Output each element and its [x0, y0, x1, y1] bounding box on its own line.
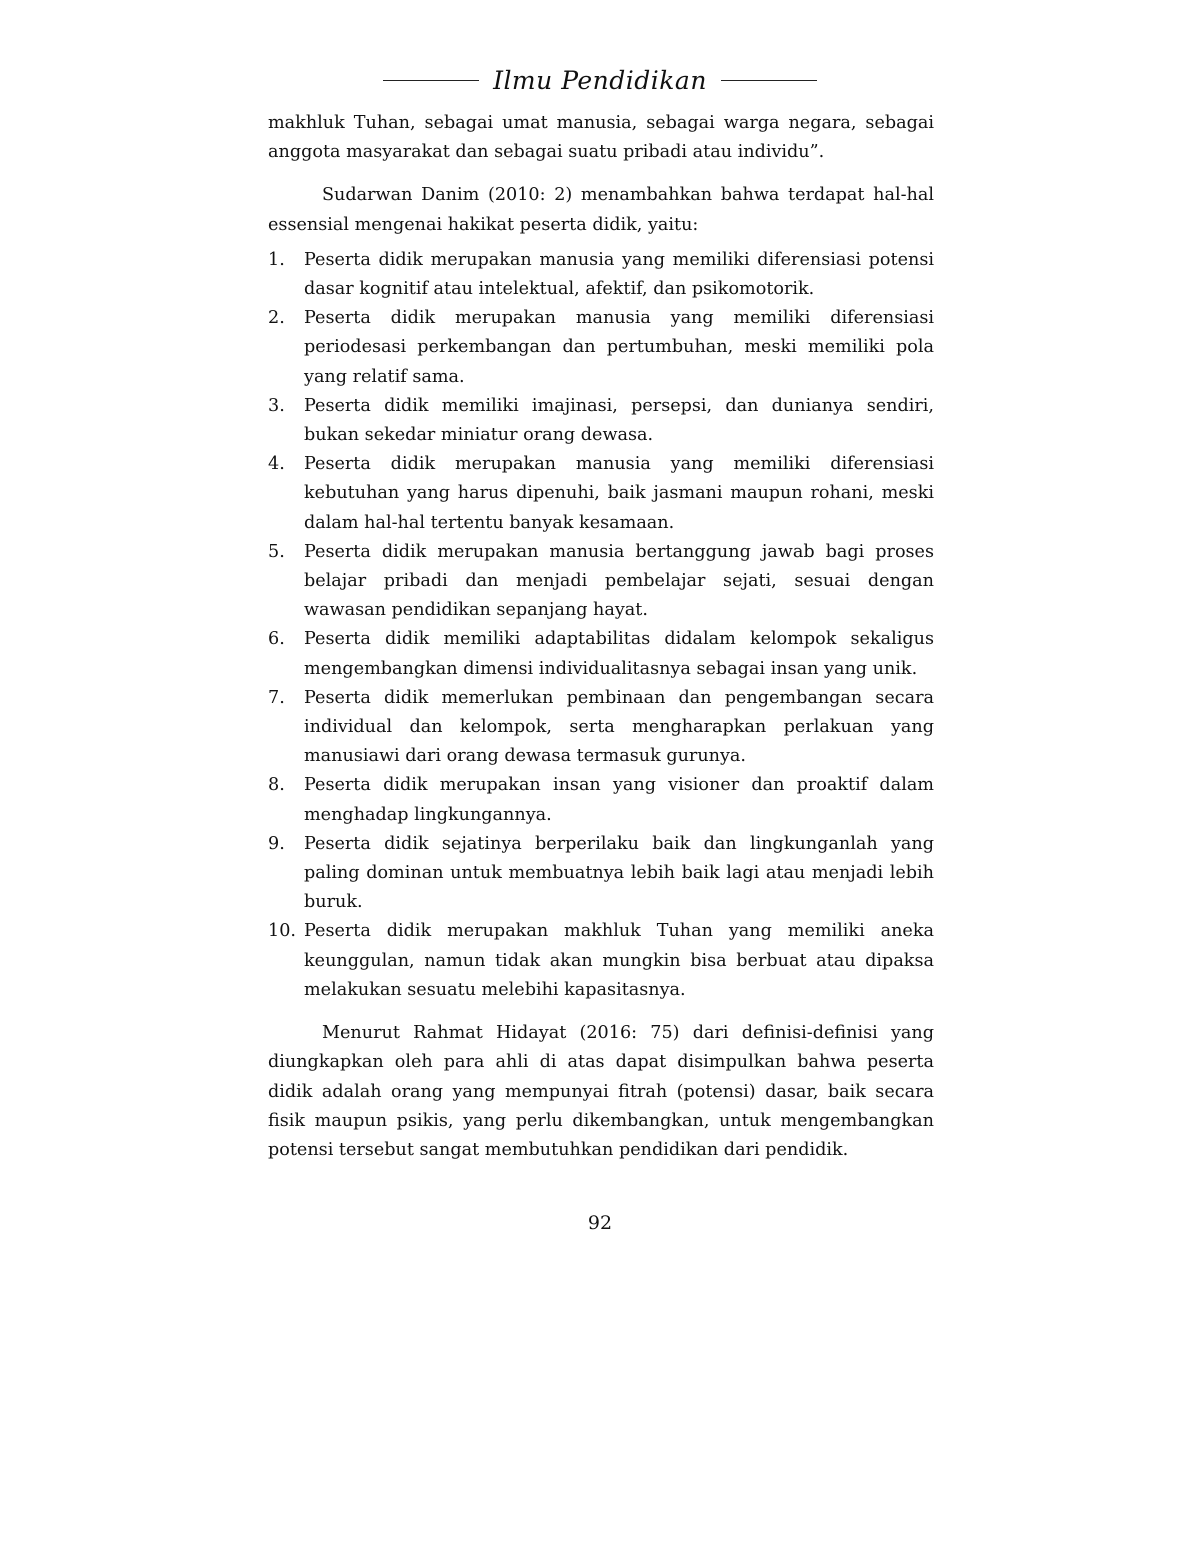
list-item-number: 7.: [268, 687, 285, 708]
list-item: [268, 684, 934, 772]
list-item-number: 6.: [268, 629, 285, 650]
list-item-number: 2.: [268, 308, 285, 329]
list-item-text: Peserta didik sejatinya berperilaku baik dan lingkunganlah yang paling dominan untuk membuatnya lebih baik lagi atau menjadi lebih buruk.: [304, 833, 934, 913]
numbered-list: [268, 246, 934, 1005]
body-text: [268, 109, 934, 1165]
list-item-text: Peserta didik merupakan manusia yang memiliki diferensiasi kebutuhan yang harus dipenuhi, baik jasmani maupun rohani, meski dalam hal-hal tertentu banyak kesamaan.: [304, 454, 934, 533]
list-item-text: Peserta didik memiliki imajinasi, persepsi, dan dunianya sendiri, bukan sekedar miniatur orang dewasa.: [304, 395, 934, 446]
running-header: [0, 66, 1200, 95]
list-item-text: Peserta didik memiliki adaptabilitas didalam kelompok sekaligus mengembangkan dimensi individualitasnya sebagai insan yang unik.: [304, 629, 934, 679]
list-item-number: 10.: [268, 921, 296, 942]
list-item-text: Peserta didik memerlukan pembinaan dan pengembangan secara individual dan kelompok, serta mengharapkan perlakuan yang manusiawi dari orang dewasa termasuk gurunya.: [304, 687, 934, 767]
list-item: [268, 538, 934, 626]
list-item: [268, 304, 934, 392]
list-item: [268, 771, 934, 829]
list-item: [268, 830, 934, 918]
list-item-text: Peserta didik merupakan makhluk Tuhan yang memiliki aneka keunggulan, namun tidak akan mungkin bisa berbuat atau dipaksa melakukan sesuatu melebihi kapasitasnya.: [304, 921, 934, 1000]
header-rule-left: [383, 80, 479, 81]
header-title: Ilmu Pendidikan: [493, 66, 707, 95]
list-item-number: 8.: [268, 775, 285, 796]
list-item: [268, 625, 934, 683]
list-item-number: 4.: [268, 454, 285, 475]
list-item: [268, 917, 934, 1005]
header-rule-right: [721, 80, 817, 81]
list-item-text: Peserta didik merupakan manusia yang memiliki diferensiasi periodesasi perkembangan dan pertumbuhan, meski memiliki pola yang relatif sama.: [304, 308, 934, 387]
closing-paragraph: Menurut Rahmat Hidayat (2016: 75) dari definisi-definisi yang diungkapkan oleh para ahli di atas dapat disimpulkan bahwa peserta didik adalah orang yang mempunyai fitrah (potensi) dasar, baik secara fisik maupun psikis, yang perlu dikembangkan, untuk mengembangkan potensi tersebut sangat membutuhkan pendidikan dari pendidik.: [268, 1023, 934, 1160]
list-item-number: 3.: [268, 395, 285, 416]
list-item-text: Peserta didik merupakan manusia yang memiliki diferensiasi potensi dasar kognitif atau intelektual, afektif, dan psikomotorik.: [304, 249, 934, 300]
page-number: 92: [587, 1212, 613, 1234]
list-item-text: Peserta didik merupakan insan yang visioner dan proaktif dalam menghadap lingkungannya.: [304, 775, 934, 825]
list-item-number: 5.: [268, 541, 285, 562]
list-item-number: 1.: [268, 249, 285, 270]
continuation-paragraph: makhluk Tuhan, sebagai umat manusia, sebagai warga negara, sebagai anggota masyarakat dan sebagai suatu pribadi atau individu”.: [268, 113, 934, 163]
list-item: [268, 392, 934, 450]
list-item-text: Peserta didik merupakan manusia bertanggung jawab bagi proses belajar pribadi dan menjadi pembelajar sejati, sesuai dengan wawasan pendidikan sepanjang hayat.: [304, 541, 934, 621]
list-item: [268, 246, 934, 304]
list-item-number: 9.: [268, 833, 285, 854]
list-item: [268, 450, 934, 538]
intro-paragraph: Sudarwan Danim (2010: 2) menambahkan bahwa terdapat hal-hal essensial mengenai hakikat peserta didik, yaitu:: [268, 185, 934, 235]
